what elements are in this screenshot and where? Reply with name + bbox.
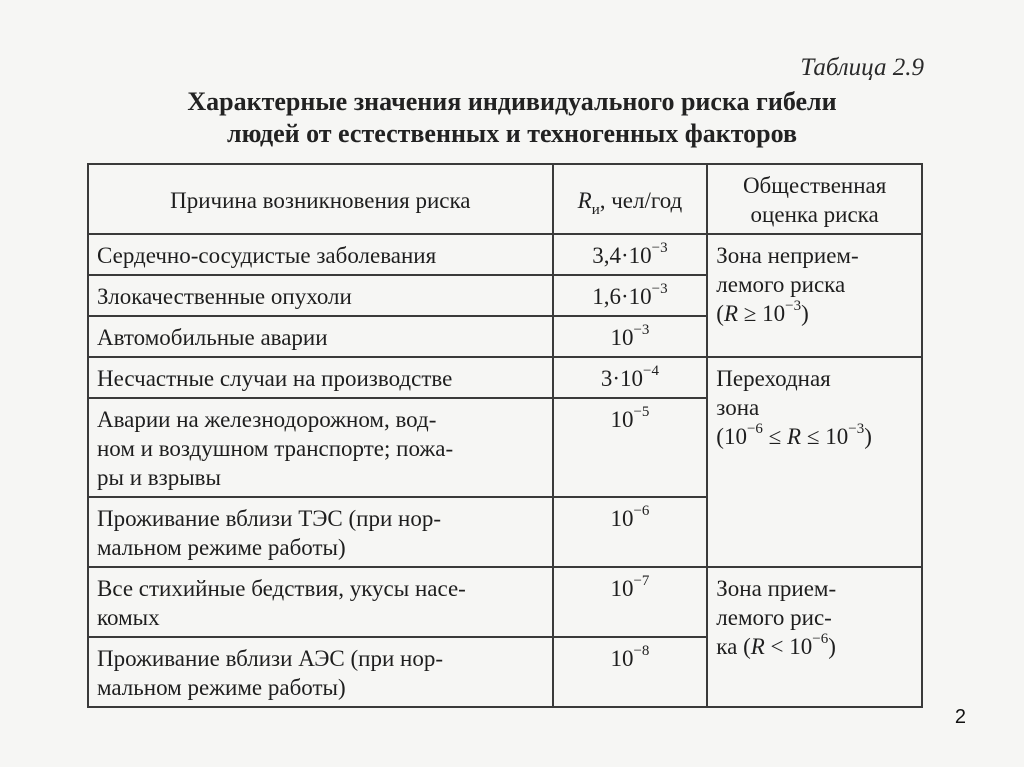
- table-label: Таблица 2.9: [800, 54, 924, 81]
- cause-cell: Все стихийные бедствия, укусы насе- комых: [88, 567, 553, 637]
- risk-table: [87, 163, 923, 708]
- table-title-line-2: людей от естественных и техногенных факторов: [226, 119, 798, 148]
- rate-cell: $3,4\cdot 10^{-3}$: [553, 234, 708, 275]
- zone-unacceptable: Зона неприем- лемого риска $(R \ge 10^{-3})$: [707, 234, 922, 357]
- rate-cell: $10^{-6}$: [553, 497, 708, 567]
- header-cause: Причина возникновения риска: [88, 164, 553, 234]
- rate-cell: $10^{-3}$: [553, 316, 708, 357]
- table-row: [88, 234, 922, 275]
- header-row: [88, 164, 922, 234]
- page-number: 2: [954, 706, 966, 728]
- rate-cell: $1,6\cdot 10^{-3}$: [553, 275, 708, 316]
- rate-cell: $3\cdot 10^{-4}$: [553, 357, 708, 398]
- cause-cell: Несчастные случаи на производстве: [88, 357, 553, 398]
- cause-cell: Злокачественные опухоли: [88, 275, 553, 316]
- table-row: [88, 357, 922, 398]
- cause-cell: Аварии на железнодорожном, вод- ном и воздушном транспорте; пожа- ры и взрывы: [88, 398, 553, 497]
- cause-cell: Проживание вблизи ТЭС (при нор- мальном режиме работы): [88, 497, 553, 567]
- cause-cell: Сердечно-сосудистые заболевания: [88, 234, 553, 275]
- zone-transitional: Переходная зона $(10^{-6} \le R \le 10^{-3})$: [707, 357, 922, 567]
- header-assessment: Общественная оценка риска: [707, 164, 922, 234]
- rate-cell: $10^{-8}$: [553, 637, 708, 707]
- header-rate: $R_и$, чел/год: [553, 164, 708, 234]
- rate-cell: $10^{-5}$: [553, 398, 708, 497]
- table-row: [88, 567, 922, 637]
- zone-acceptable: Зона прием- лемого рис- ка $(R < 10^{-6})$: [707, 567, 922, 707]
- cause-cell: Проживание вблизи АЭС (при нор- мальном режиме работы): [88, 637, 553, 707]
- table-title: [84, 86, 940, 150]
- table-title-line-1: Характерные значения индивидуального риска гибели: [187, 87, 837, 116]
- rate-cell: $10^{-7}$: [553, 567, 708, 637]
- cause-cell: Автомобильные аварии: [88, 316, 553, 357]
